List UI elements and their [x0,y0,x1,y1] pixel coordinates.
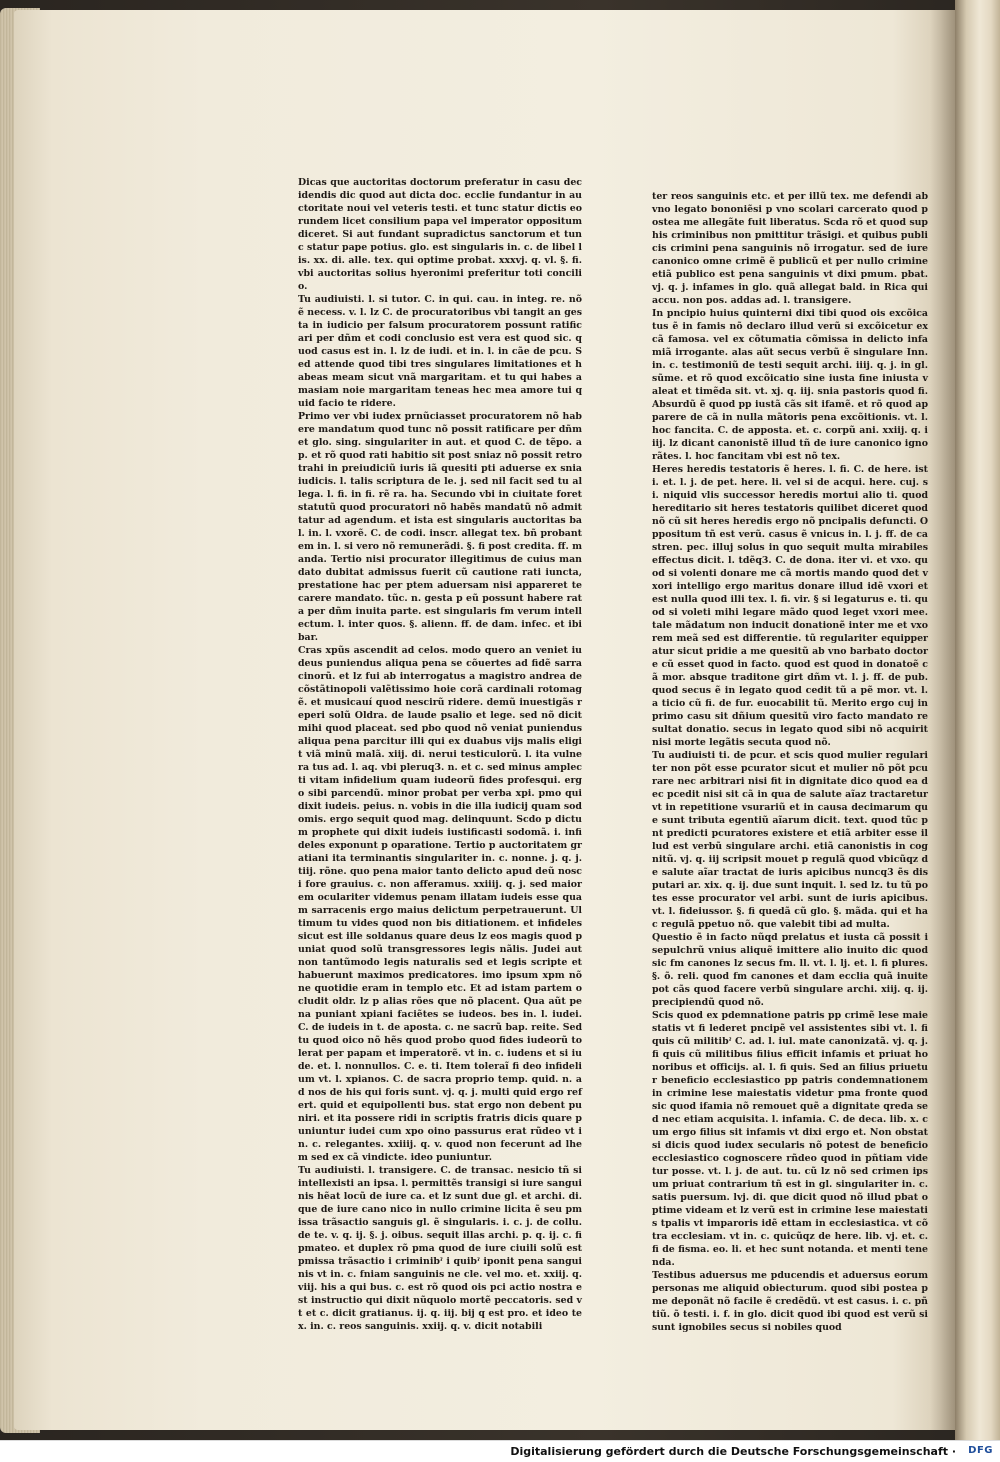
paragraph: Tu audiuisti ti. de pcur. et scis quod mulier regulariter non põt esse pcurator sicut et mulier nõ põt pcurare nec arbitrari nisi fit in dignitate dico quod ea dec pcedit nisi sit cã in qua de salute aĩaz tractaretur vt in repetitione vsurariũ et in causa decimarum que sunt tributa egentiũ aĩarum dicit. text. quod tũc pnt predicti pcuratores existere et etiã arbiter esse illud est verbũ singulare archi. etiã canonistis in cognitũ. vj. q. iij scripsit mouet p regulã quod vbicũqz de salute aĩar tractat de iuris apicibus nuncq3 ẽs disputari ar. xix. q. ij. due sunt inquit. l. sed lz. tu tũ potes esse procurator vel arbi. sunt de iuris apicibus. vt. l. fideiussor. §. fi quedã cũ glo. §. mãda. qui et hac regulã ppetuo nõ. que valebit tibi ad multa. [652,750,928,930]
dfg-logo: DFG [968,1445,993,1456]
paragraph: ter reos sanguinis etc. et per illũ tex. me defendi ab vno legato bononiẽsi p vno scolari carcerato quod postea me allegãte fuit liberatus. Scda rõ et quod sup his criminibus non pmittitur trãsigi. et quibus publicis crimini pena sanguinis nõ irrogatur. sed de iure canonico omne crimẽ ẽ publicũ et per nullo crimine etiã publico est pena sanguinis vt dixi pmum. pbat. vj. q. j. infames in glo. quã allegat bald. in Rica qui accu. non pos. addas ad. l. transigere. [652,191,928,306]
paragraph: Questio ẽ in facto nũqd prelatus et iusta cã possit i sepulchrũ vnius aliquẽ imittere alio inuito dic quod sic fm canones lz secus fm. ll. vt. l. lj. et. l. fi plures. §. õ. reli. quod fm canones et dam ecclia quã inuite pot cãs quod facere verbũ singulare archi. xiij. q. ij. precipiendũ quod nõ. [652,932,928,1008]
paragraph: Tu audiuisti. l. si tutor. C. in qui. cau. in integ. re. nõ ẽ necess. v. l. lz C. de procuratoribus vbi tangit an gesta in iudicio per falsum procuratorem possunt ratificari per dñm et codi conclusio est vera est quod sic. quod casus est in. l. lz de iudi. et in. l. in cãe de pcu. Sed attende quod tibi tres singulares limitationes et habeas meam sicut vnã margaritam. et tu qui habes amasiam noie margaritam teneas hec mea amore tui quid facio te ridere. [298,294,582,409]
paragraph: Testibus aduersus me pducendis et aduersus eorum personas me aliquid obiecturum. quod sibi postea pme deponãt nõ facile ẽ credẽdũ. vt est casus. i. c. pñtiũ. õ testi. i. f. in glo. dicit quod ibi quod est verũ si sunt ignobiles secus si nobiles quod [652,1270,928,1333]
right-text-column [652,190,928,1333]
page-curl [955,0,1000,1440]
footer-bar [0,1440,1000,1462]
funding-credit: Digitalisierung gefördert durch die Deutsche Forschungsgemeinschaft · [510,1445,956,1458]
paragraph: Scis quod ex pdemnatione patris pp crimẽ lese maiestatis vt fi lederet pncipẽ vel assistentes sibi vt. l. fi quis cũ militibˀ C. ad. l. iul. mate canonizatã. vj. q. j. fi quis cũ militibus filius efficit infamis et priuat honoribus et officijs. al. l. fi quis. Sed an filius priuetur beneficio ecclesiastico pp patris condemnationem in crimine lese maiestatis videtur pma fronte quod sic quod ifamia nõ remouet quẽ a dignitate qreda sed nec etiam acquisita. l. infamia. C. de deca. lib. x. cum ergo filius sit infamis vt dixi ergo et. Non obstat si dicis quod iudex secularis nõ potest de beneficio ecclesiastico cognoscere rñdeo quod in pñtiam videtur posse. vt. l. j. de aut. tu. cũ lz nõ sed crimen ipsum priuat contrarium tñ est in gl. singulariter in. c. satis puersum. lvj. di. que dicit quod nõ illud pbat optime videam et lz verũ est in crimine lese maiestatis tpalis vt imparoris idẽ ettam in ecclesiastica. vt cõtra ecclesiam. vt in. c. quicũqz de here. lib. vj. et. c. fi de fisma. eo. li. et hec sunt notanda. et menti tenenda. [652,1010,928,1268]
paragraph: Heres heredis testatoris ẽ heres. l. fi. C. de here. isti. et. l. j. de pet. here. li. vel si de acqui. here. cuj. si. niquid vlis successor heredis mortui alio ti. quod hereditario sit heres testatoris quilibet diceret quod nõ cũ sit heres heredis ergo nõ pncipalis defuncti. Oppositum tñ est verũ. casus ẽ vnicus in. l. j. ff. de castren. pec. illuj solus in quo sequit multa mirabiles effectus dicit. l. tdẽq3. C. de dona. iter vi. et vxo. quod si volenti donare me cã mortis mando quod det vxori intelligo ergo maritus donare illud idẽ vxori et est nulla quod illi tex. l. fi. vir. § si legaturus e. ti. quod si voleti mihi legare mãdo quod leget vxori mee. tale mãdatum non inducit donationẽ inter me et vxorem meã sed est differentie. tũ regulariter equipperatur sicut pridie a me quesitũ ab vno barbato doctore cũ esset quod in facto. quod est quod in donatoẽ cã mor. absque traditone girt dñm vt. l. j. ff. de pub. quod secus ẽ in legato quod cedit tũ a pẽ mor. vt. l. a ticio cũ fi. de fur. euocabilit tũ. Merito ergo cuj in primo casu sit dñium quesitũ viro facto mandato resultat donatio. secus in legato quod sibi nõ acquirit nisi morte legãtis secuta quod nõ. [652,464,928,748]
paragraph: In pncipio huius quinterni dixi tibi quod ois excõicatus ẽ in famis nõ declaro illud verũ si excõicetur ex cã famosa. vel ex cõtumatia cõmissa in delicto infamiã irrogante. alas aũt secus verbũ ẽ singulare Inn. in. c. testimoniũ de testi sequit archi. iiij. q. j. in gl. sũme. et rõ quod excõicatio sine iusta fine iniusta valeat et timẽda sit. vt. xj. q. iij. snia pastoris quod fi. Absurdũ ẽ quod pp iustã cãs sit ifamẽ. et rõ quod apparere de cã in nulla mãtoris pena excõitionis. vt. l. hoc fancita. C. de apposta. et. c. corpũ ani. xxiij. q. iiij. lz dicant canonistẽ illud tñ de iure canonico ignorãtes. l. hoc fancitam vbi est nõ tex. [652,308,928,462]
paragraph: Dicas que auctoritas doctorum preferatur in casu decidendis dic quod aut dicta doc. ecclie fundantur in auctoritate noui vel veteris testi. et tunc statur dictis eorundem licet consilium papa vel imperator oppositum diceret. Si aut fundant supradictus sanctorum et tunc statur pape potius. glo. est singularis in. c. de libel lis. xx. di. alle. tex. qui optime probat. xxxvj. q. vl. §. fi. vbi auctoritas solius hyeronimi preferitur toti concilio. [298,177,582,292]
left-text-column [298,176,582,1332]
paragraph: Primo ver vbi iudex prnũciasset procuratorem nõ habere mandatum quod tunc nõ possit ratificare per dñm et glo. sing. singulariter in aut. et quod C. de tẽpo. ap. et rõ quod rati habitio sit post sniaz nõ possit retro trahi in preiudiciũ iuris iã quesiti pti aduerse ex snia iudicis. l. talis scriptura de le. j. sed nil facit sed tu allega. l. fi. in fi. rẽ ra. ha. Secundo vbi in ciuitate foret statutũ quod procuratori nõ habẽs mandatũ nõ admittatur ad agendum. et ista est singularis auctoritas bal. in. l. vxorẽ. C. de codi. inscr. allegat tex. bñ probantem in. l. si vero nõ remunerãdi. §. fi post credita. ff. manda. Tertio nisi procurator illegitimus de cuius mandato dubitat admissus fuerit cũ cautione rati iuncta, prestatione hac per ptem aduersam nisi appareret te carere mandato. tũc. n. gesta p eũ possunt habere rata per dñm inuita parte. est singularis fm verum intellectum. l. inter quos. §. alienn. ff. de dam. infec. et ibi bar. [298,411,582,643]
paragraph: Cras xpũs ascendit ad celos. modo quero an veniet iudeus puniendus aliqua pena se cõuertes ad fidẽ sarracinorũ. et lz fui ab interrogatus a magistro andrea de cõstãtinopoli valẽtissimo hoie corã cardinali rotomagẽ. et musicauí quod nescirũ ridere. demũ inuestigãs reperi solũ Oldra. de laude psalio et lege. sed nõ dicit mihi quod placeat. sed pbo quod nõ veniat puniendus aliqua pena parcitur illi qui ex duabus vijs malis eligit viã minũ malã. xiij. di. nerui testiculorũ. l. ita vulnera tus ad. l. aq. vbi pleruq3. n. et c. sed minus amplecti vitam infidelium quam iudeorũ fides profesqui. ergo sibi parcendũ. minor probat per verba xpi. pmo qui dixit iudeis. peius. n. vobis in die illa iudicij quam sodomis. ergo sequit quod mag. delinquunt. Scdo p dictum prophete qui dixit iudeis iustificasti sodomã. i. infideles exponunt p oparatione. Tertio p auctoritatem gratiani ita terminantis singulariter in. c. nonne. j. q. j. tiij. rõne. quo pena maior tanto delicto apud deũ nosci fore grauius. c. non afferamus. xxiiij. q. j. sed maiorem oculariter videmus penam illatam iudeis esse quam sarracenis ergo maius delictum perpetrauerunt. Ultimum tu vides quod non bis ditiationem. et infideles sicut est ille soldanus quare deus lz eos magis quod puniat quod solũ transgressores legis nãlis. Judei aut non tantũmodo legis naturalis sed et legis scripte et habuerunt maximos predicatores. imo ipsum xpm nõne quotidie eram in templo etc. Et ad istam partem ocludit oldr. lz p alias rões que nõ placent. Qua aũt pena puniant xpiani faciẽtes se iudeos. bes in. l. iudei. C. de iudeis in t. de aposta. c. ne sacrũ bap. reite. Sed tu quod oico nõ hẽs quod probo quod fides iudeorũ tolerat per papam et imperatorẽ. vt in. c. iudens et si iude. et. l. nonnullos. C. e. ti. Item toleraĩ fi deo infidelium vt. l. xpianos. C. de sacra proprio temp. quid. n. ad nos de his qui foris sunt. vj. q. j. multi quid ergo refert. quid et equipollenti bus. stat ergo non debent puniri. et ita possere ridi in scriptis fratris dicis quare puniuntur iudei cum xpo oino passurus erat rũdeo vt in. c. relegantes. xxiiij. q. v. quod non fecerunt ad lhem sed ex cã vindicte. ideo puniuntur. [298,645,582,1163]
paragraph: Tu audiuisti. l. transigere. C. de transac. nesicio tñ si intellexisti an ipsa. l. permittẽs transigi si iure sanguinis hẽat locũ de iure ca. et lz sunt due gl. et archi. di. que de iure cano nico in nullo crimine licita ẽ seu pmissa trãsactio sanguis gl. ẽ singularis. i. c. j. de collu. de te. v. q. ij. §. j. oibus. sequit illas archi. p. q. ij. c. fi pmateo. et duplex rõ pma quod de iure ciuili solũ est pmissa trãsactio i criminibˀ i quibˀ iponit pena sanguinis vt in. c. fniam sanguinis ne cle. vel mo. et. xxiij. q. viij. his a qui bus. c. est rõ quod ois pci actio nostra est instructio qui dixit nũquolo mortẽ peccatoris. sed vt et c. dicit gratianus. ij. q. iij. bij q est pro. et ideo tex. in. c. reos sanguinis. xxiij. q. v. dicit notabili [298,1165,582,1332]
